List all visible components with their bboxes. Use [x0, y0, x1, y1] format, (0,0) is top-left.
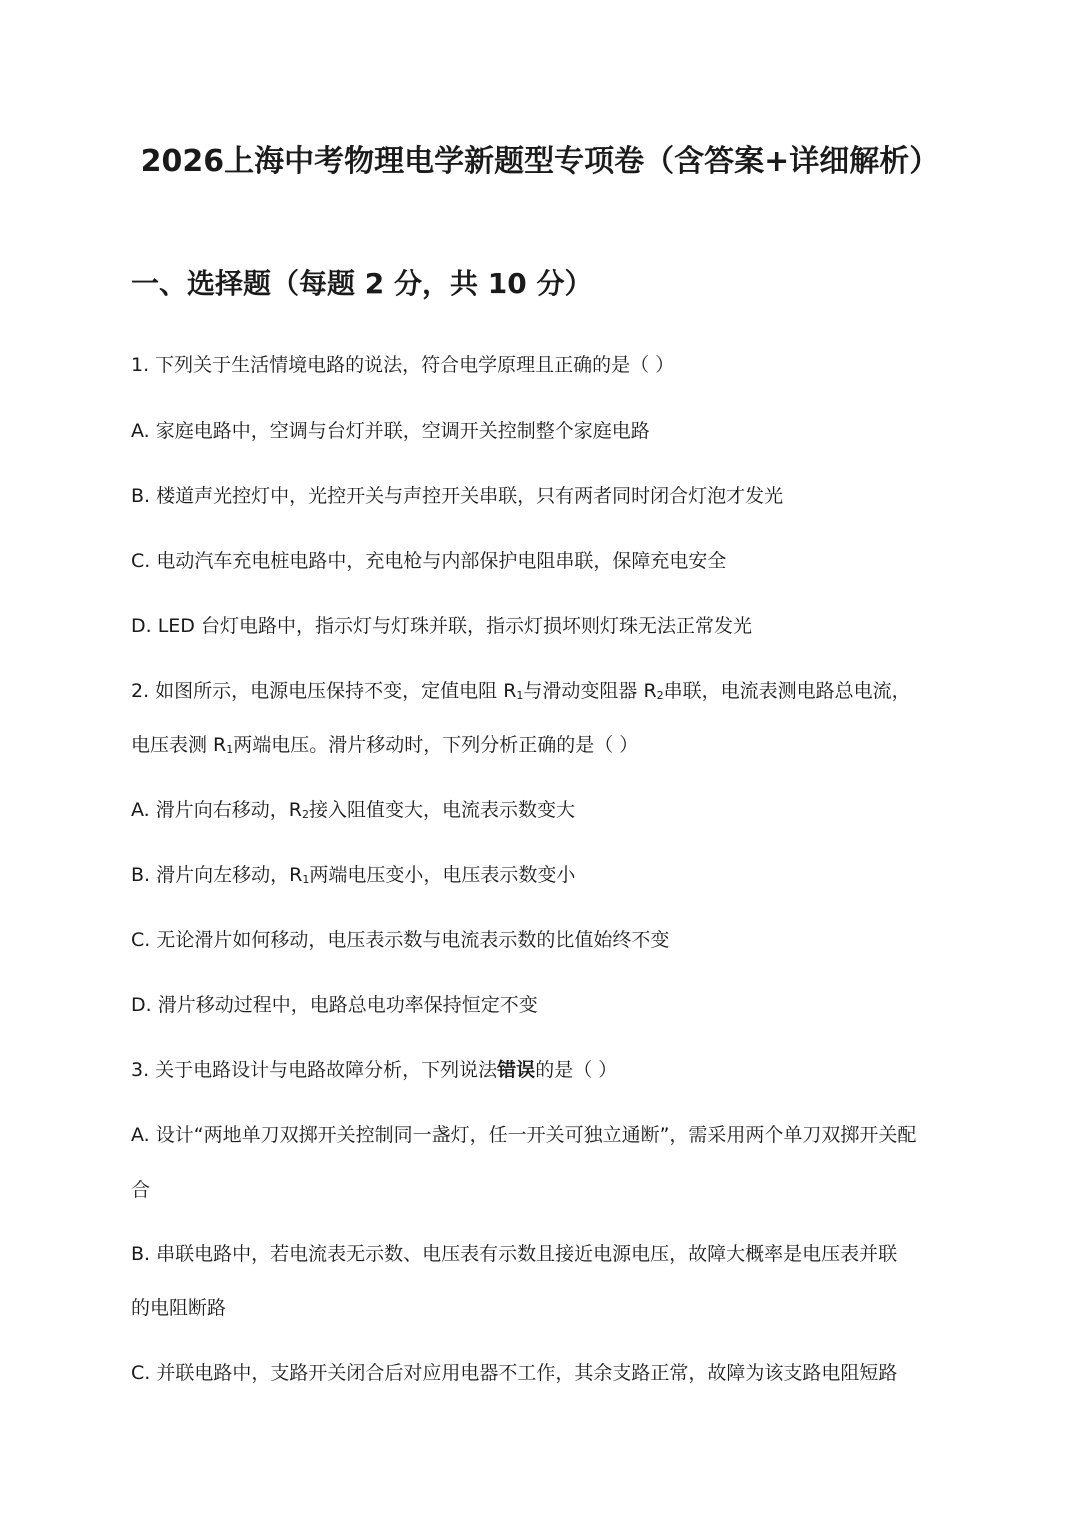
text-run: 3. 关于电路设计与电路故障分析，下列说法 [131, 1059, 498, 1081]
subscript: 1 [226, 743, 234, 756]
question-2-option-b [131, 860, 575, 895]
subscript: 1 [516, 689, 524, 702]
question-3-stem [131, 1055, 617, 1085]
question-2-option-d: D. 滑片移动过程中，电路总电功率保持恒定不变 [131, 994, 538, 1016]
text-run: 两端电压。滑片移动时，下列分析正确的是（ ） [233, 734, 639, 756]
subscript: 2 [656, 689, 664, 702]
question-1-option-c: C. 电动汽车充电桩电路中，充电枪与内部保护电阻串联，保障充电安全 [131, 550, 727, 572]
text-run: 电压表测 R [131, 734, 227, 756]
question-2-stem-line-1 [131, 676, 911, 711]
subscript: 1 [302, 873, 310, 886]
emphasis-text: 错误 [497, 1059, 536, 1081]
question-3-option-c: C. 并联电路中，支路开关闭合后对应用电器不工作，其余支路正常，故障为该支路电阻短路 [131, 1362, 898, 1384]
document-title: 2026上海中考物理电学新题型专项卷（含答案+详细解析） [140, 144, 940, 179]
question-1-option-d: D. LED 台灯电路中，指示灯与灯珠并联，指示灯损坏则灯珠无法正常发光 [131, 615, 752, 637]
question-3-option-a-line-1: A. 设计“两地单刀双掷开关控制同一盏灯，任一开关可独立通断”，需采用两个单刀双掷开关配 [131, 1124, 917, 1146]
text-run: A. 滑片向右移动，R [131, 799, 302, 821]
text-run: 串联，电流表测电路总电流， [663, 680, 911, 702]
question-3-option-b-line-1: B. 串联电路中，若电流表无示数、电压表有示数且接近电源电压，故障大概率是电压表并联 [131, 1243, 898, 1265]
question-2-option-c: C. 无论滑片如何移动，电压表示数与电流表示数的比值始终不变 [131, 929, 670, 951]
question-1-option-a: A. 家庭电路中，空调与台灯并联，空调开关控制整个家庭电路 [131, 420, 650, 442]
text-run: 两端电压变小，电压表示数变小 [309, 864, 576, 886]
question-1-stem: 1. 下列关于生活情境电路的说法，符合电学原理且正确的是（ ） [131, 354, 675, 376]
question-2-stem-line-2 [131, 730, 638, 765]
text-run: 与滑动变阻器 R [523, 680, 657, 702]
text-run: 的是（ ） [535, 1059, 618, 1081]
section-heading: 一、选择题（每题 2 分，共 10 分） [131, 267, 593, 300]
text-run: 2. 如图所示，电源电压保持不变，定值电阻 R [131, 680, 517, 702]
question-3-option-a-line-2: 合 [131, 1179, 151, 1201]
text-run: B. 滑片向左移动，R [131, 864, 303, 886]
question-2-option-a [131, 795, 575, 830]
question-3-option-b-line-2: 的电阻断路 [131, 1297, 227, 1319]
question-1-option-b: B. 楼道声光控灯中，光控开关与声控开关串联，只有两者同时闭合灯泡才发光 [131, 485, 784, 507]
text-run: 接入阻值变大，电流表示数变大 [308, 799, 575, 821]
subscript: 2 [301, 808, 309, 821]
